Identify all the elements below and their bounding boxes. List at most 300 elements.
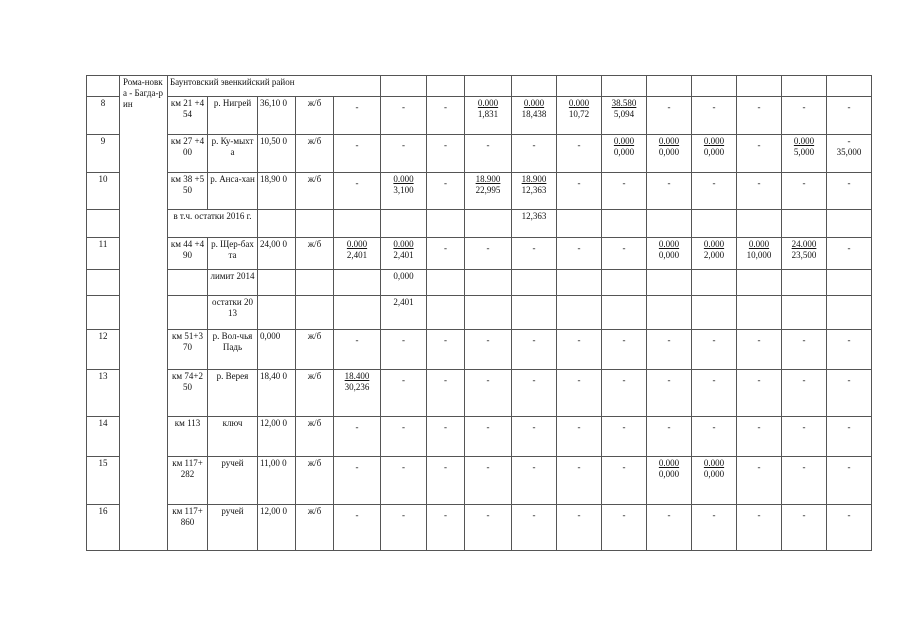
type-cell: ж/б [296, 417, 334, 457]
value-cell [557, 97, 602, 135]
dash: - [847, 178, 851, 188]
value-cell [782, 330, 827, 370]
plan-value: 0.000 [703, 458, 725, 468]
dash: - [532, 140, 536, 150]
value-cell [512, 330, 557, 370]
table-row [87, 210, 872, 238]
value-cell [737, 97, 782, 135]
dash: - [847, 510, 851, 520]
cell [647, 296, 692, 330]
value-cell [647, 505, 692, 551]
km-cell: км 117+ 860 [168, 505, 208, 551]
value-cell [827, 457, 872, 505]
cell [381, 76, 427, 97]
river-cell: р. Вол-чья Падь [208, 330, 258, 370]
value-cell [602, 417, 647, 457]
dash: - [847, 375, 851, 385]
dash: - [444, 335, 447, 345]
length-cell: 18,90 0 [258, 173, 296, 210]
value-cell [782, 97, 827, 135]
value-cell [737, 370, 782, 417]
actual-value: 18,438 [521, 109, 547, 119]
value-cell [465, 417, 512, 457]
dash: - [444, 375, 447, 385]
dash: - [712, 102, 716, 112]
cell [647, 210, 692, 238]
dash: - [757, 510, 761, 520]
plan-value: 0.000 [703, 239, 725, 249]
river-cell: р. Анса-хан [208, 173, 258, 210]
dash: - [577, 510, 581, 520]
cell [782, 270, 827, 296]
length-cell: 36,10 0 [258, 97, 296, 135]
dash: - [802, 335, 806, 345]
dash: - [532, 422, 536, 432]
type-cell: ж/б [296, 135, 334, 173]
dash: - [847, 335, 851, 345]
value-cell [381, 505, 427, 551]
row-number: 9 [87, 135, 120, 173]
value-cell [381, 417, 427, 457]
dash: - [444, 178, 447, 188]
value-cell [512, 457, 557, 505]
cell [827, 210, 872, 238]
length-cell: 24,00 0 [258, 238, 296, 270]
plan-value: 0.000 [658, 136, 680, 146]
cell [827, 296, 872, 330]
row-number: 14 [87, 417, 120, 457]
type-cell: ж/б [296, 457, 334, 505]
value-cell [557, 505, 602, 551]
actual-value: 0,000 [658, 147, 680, 157]
value-cell [427, 330, 465, 370]
dash: - [577, 243, 581, 253]
plan-value: 38.580 [611, 98, 637, 108]
value-cell [465, 97, 512, 135]
value-cell [647, 370, 692, 417]
actual-value: 10,72 [568, 109, 590, 119]
value-cell [427, 173, 465, 210]
cell [258, 270, 296, 296]
row-number: 15 [87, 457, 120, 505]
plan-value: 18.400 [344, 371, 370, 381]
cell [427, 76, 465, 97]
dash: - [402, 375, 405, 385]
cell [692, 210, 737, 238]
table-row [87, 238, 872, 270]
dash: - [802, 102, 806, 112]
value-cell [334, 505, 381, 551]
cell [737, 210, 782, 238]
river-cell: ключ [208, 417, 258, 457]
value-cell [692, 505, 737, 551]
dash: - [847, 102, 851, 112]
cell [87, 76, 120, 97]
plan-value: 18.900 [521, 174, 547, 184]
table-row [87, 457, 872, 505]
length-cell: 0,000 [258, 330, 296, 370]
dash: - [712, 178, 716, 188]
value-cell [737, 417, 782, 457]
cell [296, 296, 334, 330]
type-cell: ж/б [296, 173, 334, 210]
cell [692, 270, 737, 296]
value-cell [557, 238, 602, 270]
dash: - [712, 510, 716, 520]
value-cell [381, 370, 427, 417]
value-cell [602, 370, 647, 417]
dash: - [532, 510, 536, 520]
plan-value: 0.000 [477, 98, 499, 108]
dash: - [577, 140, 581, 150]
plan-value: 0.000 [613, 136, 635, 146]
dash: - [486, 375, 490, 385]
dash: - [802, 422, 806, 432]
value-cell [427, 417, 465, 457]
actual-value: 23,500 [791, 250, 817, 260]
value-cell [465, 457, 512, 505]
cell [334, 296, 381, 330]
district-name [168, 76, 381, 97]
cell [602, 296, 647, 330]
dash: - [444, 422, 447, 432]
value-cell: 2,401 [381, 296, 427, 330]
value-cell [512, 370, 557, 417]
km-cell: км 117+ 282 [168, 457, 208, 505]
dash: - [712, 422, 716, 432]
value-cell [602, 238, 647, 270]
dash: - [622, 462, 626, 472]
cell [427, 296, 465, 330]
dash: - [532, 243, 536, 253]
dash: - [444, 140, 447, 150]
cell [692, 76, 737, 97]
dash: - [667, 510, 671, 520]
actual-value: 2,401 [346, 250, 368, 260]
value-cell [737, 173, 782, 210]
cell [827, 270, 872, 296]
cell [737, 270, 782, 296]
dash: - [486, 422, 490, 432]
dash: - [402, 102, 405, 112]
value-cell [692, 457, 737, 505]
dash: - [757, 462, 761, 472]
table-row [87, 330, 872, 370]
cell [557, 270, 602, 296]
cell [168, 296, 208, 330]
value-cell [381, 330, 427, 370]
dash: - [402, 510, 405, 520]
cell [465, 270, 512, 296]
dash: - [444, 510, 447, 520]
table-row [87, 370, 872, 417]
actual-value: 0,000 [658, 469, 680, 479]
dash: - [355, 462, 359, 472]
row-number: 10 [87, 173, 120, 210]
row-number: 8 [87, 97, 120, 135]
cell [427, 210, 465, 238]
value-cell [381, 135, 427, 173]
length-cell: 11,00 0 [258, 457, 296, 505]
value-cell [512, 238, 557, 270]
route-name [120, 76, 168, 551]
dash: - [402, 335, 405, 345]
dash: - [847, 243, 851, 253]
river-cell: ручей [208, 505, 258, 551]
length-cell: 12,00 0 [258, 417, 296, 457]
row-number: 12 [87, 330, 120, 370]
plan-value: 0.000 [748, 239, 770, 249]
plan-value: 0.000 [393, 174, 414, 184]
value-cell [512, 135, 557, 173]
dash: - [486, 140, 490, 150]
length-cell: 12,00 0 [258, 505, 296, 551]
table-row [87, 270, 872, 296]
dash: - [757, 335, 761, 345]
value-cell [782, 135, 827, 173]
value-cell [381, 97, 427, 135]
dash: - [802, 375, 806, 385]
value-cell [827, 330, 872, 370]
dash: - [486, 335, 490, 345]
value-cell [557, 135, 602, 173]
actual-value: 30,236 [344, 382, 370, 392]
subrow-label: в т.ч. остатки 2016 г. [168, 210, 258, 238]
dash: - [667, 335, 671, 345]
cell [296, 270, 334, 296]
value-cell [827, 135, 872, 173]
km-cell: км 74+2 50 [168, 370, 208, 417]
value-cell [557, 330, 602, 370]
actual-value: 12,363 [521, 185, 547, 195]
value-cell [427, 370, 465, 417]
plan-value: 0.000 [658, 458, 680, 468]
dash: - [622, 510, 626, 520]
km-cell: км 113 [168, 417, 208, 457]
value-cell [512, 505, 557, 551]
cell [782, 76, 827, 97]
river-cell: р. Ку-мыхта [208, 135, 258, 173]
dash: - [667, 178, 671, 188]
dash: - [757, 140, 761, 150]
value-cell [647, 135, 692, 173]
dash: - [802, 510, 806, 520]
value-cell [827, 173, 872, 210]
actual-value: 0,000 [613, 147, 635, 157]
value-cell [782, 238, 827, 270]
value-cell [782, 505, 827, 551]
value-cell [692, 330, 737, 370]
cell [334, 210, 381, 238]
dash: - [355, 102, 359, 112]
type-cell: ж/б [296, 330, 334, 370]
dash: - [355, 422, 359, 432]
river-cell: р. Щер-бахта [208, 238, 258, 270]
value-cell [692, 135, 737, 173]
dash: - [577, 178, 581, 188]
dash: - [402, 140, 405, 150]
value-cell [602, 135, 647, 173]
value-cell [381, 238, 427, 270]
value-cell [602, 330, 647, 370]
dash: - [355, 140, 359, 150]
cell [782, 296, 827, 330]
table-row [87, 417, 872, 457]
value-cell [512, 417, 557, 457]
type-cell: ж/б [296, 97, 334, 135]
row-number: 11 [87, 238, 120, 270]
value-cell [737, 238, 782, 270]
cell [512, 296, 557, 330]
value-cell [334, 97, 381, 135]
value-cell: 12,363 [512, 210, 557, 238]
table-row [87, 173, 872, 210]
dash: - [847, 462, 851, 472]
table-row [87, 135, 872, 173]
cell [557, 210, 602, 238]
dash: - [712, 375, 716, 385]
plan-value: 0.000 [658, 239, 680, 249]
cell [782, 210, 827, 238]
value-cell [557, 417, 602, 457]
value-cell [602, 505, 647, 551]
value-cell [782, 417, 827, 457]
plan-value: 0.000 [793, 136, 815, 146]
dash: - [667, 375, 671, 385]
value-cell [647, 457, 692, 505]
dash: - [444, 462, 447, 472]
value-cell [647, 238, 692, 270]
length-cell: 10,50 0 [258, 135, 296, 173]
value-cell [465, 173, 512, 210]
length-cell: 18,40 0 [258, 370, 296, 417]
km-cell: км 27 +400 [168, 135, 208, 173]
value-cell [427, 135, 465, 173]
value-cell [782, 457, 827, 505]
dash: - [622, 178, 626, 188]
value-cell [334, 330, 381, 370]
row-number: 16 [87, 505, 120, 551]
cell [602, 210, 647, 238]
cell [87, 210, 120, 238]
km-cell: км 21 +454 [168, 97, 208, 135]
value-cell [465, 370, 512, 417]
dash: - [757, 102, 761, 112]
cell [296, 210, 334, 238]
dash: - [757, 178, 761, 188]
dash: - [802, 462, 806, 472]
value-cell [512, 173, 557, 210]
table-row [87, 97, 872, 135]
value-cell [692, 238, 737, 270]
dash: - [532, 462, 536, 472]
cell [168, 270, 208, 296]
dash: - [622, 375, 626, 385]
value-cell [427, 238, 465, 270]
table-row [87, 76, 872, 97]
value-cell [737, 505, 782, 551]
dash: - [402, 462, 405, 472]
value-cell [692, 417, 737, 457]
dash: - [402, 422, 405, 432]
cell [465, 210, 512, 238]
dash: - [622, 422, 626, 432]
cell [258, 296, 296, 330]
cell [87, 296, 120, 330]
value-cell [512, 97, 557, 135]
district-name-text: Баунтовский эвенкийский район [170, 77, 295, 87]
subrow-label: остатки 2013 [208, 296, 258, 330]
actual-value: 0,000 [658, 250, 680, 260]
value-cell [737, 135, 782, 173]
value-cell [427, 97, 465, 135]
value-cell [827, 417, 872, 457]
value-cell [334, 238, 381, 270]
value-cell [737, 330, 782, 370]
cell [737, 76, 782, 97]
km-cell: км 38 +550 [168, 173, 208, 210]
value-cell [427, 505, 465, 551]
actual-value: 5,000 [793, 147, 815, 157]
dash: - [802, 178, 806, 188]
cell [827, 76, 872, 97]
bridges-table [86, 75, 872, 551]
plan-value: 0.000 [703, 136, 725, 146]
dash: - [757, 375, 761, 385]
river-cell: ручей [208, 457, 258, 505]
plan-value: 0.000 [568, 98, 590, 108]
dash: - [355, 335, 359, 345]
river-cell: р. Верея [208, 370, 258, 417]
value-cell [602, 457, 647, 505]
value-cell [827, 505, 872, 551]
actual-value: 10,000 [746, 250, 772, 260]
cell [87, 270, 120, 296]
value-cell [465, 505, 512, 551]
cell [334, 270, 381, 296]
value-cell [827, 97, 872, 135]
dash: - [532, 335, 536, 345]
value-cell [465, 238, 512, 270]
actual-value: 2,000 [703, 250, 725, 260]
cell [602, 76, 647, 97]
row-number: 13 [87, 370, 120, 417]
cell [512, 76, 557, 97]
table-row [87, 505, 872, 551]
plan-value: 24.000 [791, 239, 817, 249]
river-cell: р. Нигрей [208, 97, 258, 135]
dash: - [577, 375, 581, 385]
plan-value: - [847, 136, 851, 146]
actual-value: 0,000 [703, 147, 725, 157]
value-cell [737, 457, 782, 505]
dash: - [444, 243, 447, 253]
value-cell [465, 135, 512, 173]
value-cell [647, 173, 692, 210]
cell [465, 76, 512, 97]
value-cell [334, 135, 381, 173]
dash: - [486, 462, 490, 472]
actual-value: 22,995 [475, 185, 501, 195]
value-cell [334, 457, 381, 505]
cell [737, 296, 782, 330]
value-cell [692, 173, 737, 210]
value-cell [782, 370, 827, 417]
dash: - [622, 243, 626, 253]
value-cell [465, 330, 512, 370]
dash: - [847, 422, 851, 432]
value-cell [557, 173, 602, 210]
